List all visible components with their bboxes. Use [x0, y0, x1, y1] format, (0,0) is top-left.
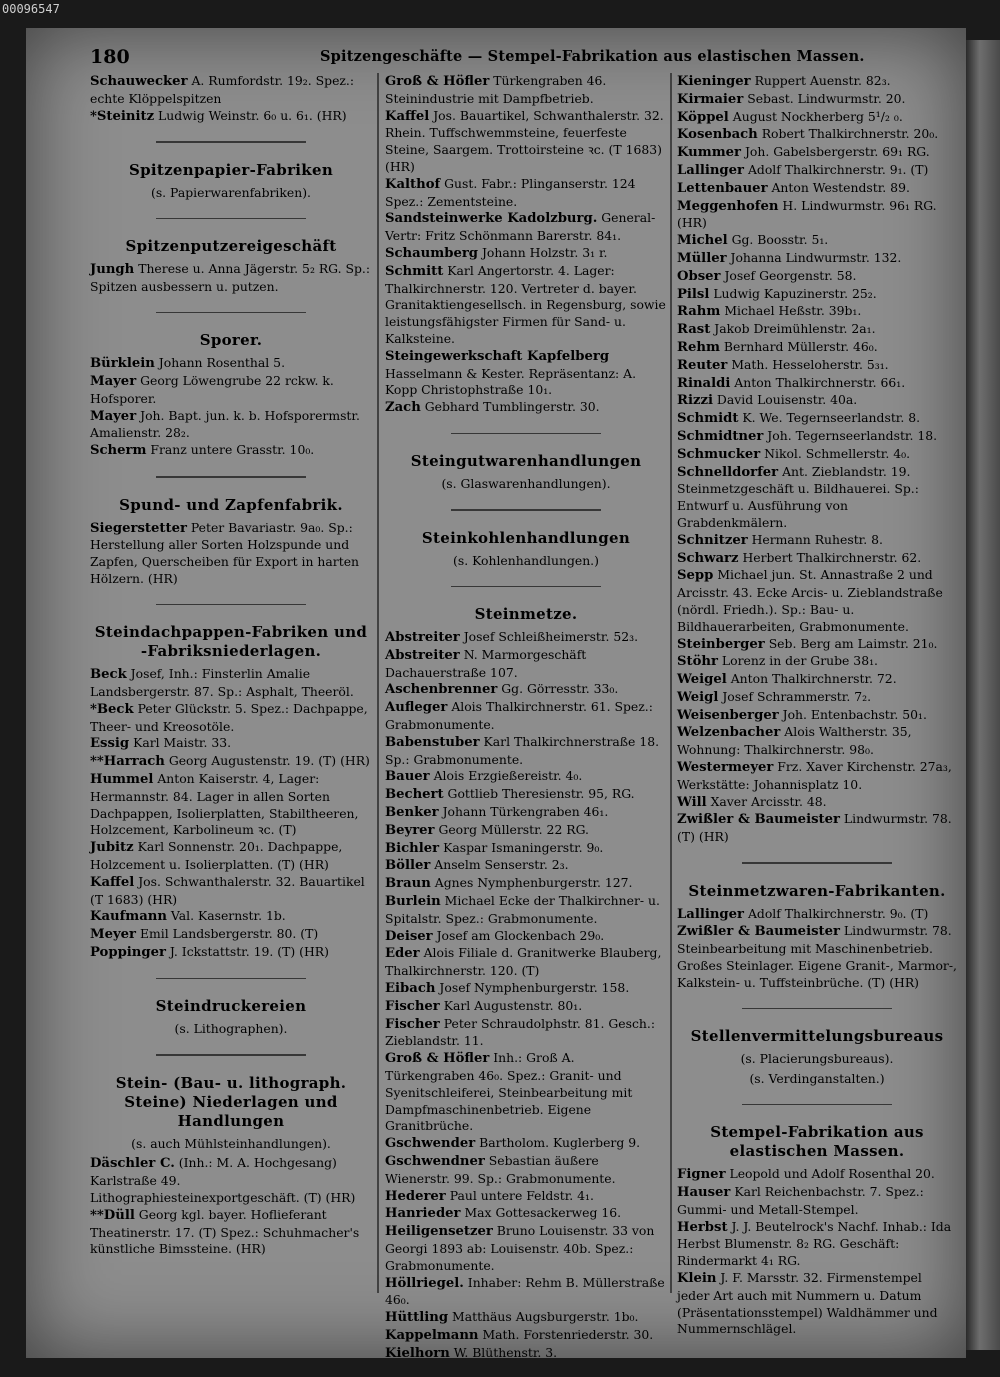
list-item: Hederer Paul untere Feldstr. 4₁.: [385, 1187, 594, 1204]
list-item: Kaffel Jos. Bauartikel, Schwanthalerstr. 32. Rhein. Tuffschwemmsteine, feuerfeste Steine, Saargem. Trottoirsteine ꝛc. (T 1683) (HR): [385, 107, 664, 174]
section-rule: [156, 476, 306, 478]
list-item: Babenstuber Karl Thalkirchnerstraße 18. Sp.: Grabmonumente.: [385, 733, 660, 767]
section-rule: [742, 1104, 892, 1106]
list-item: Schmitt Karl Angertorstr. 4. Lager: Thalkirchnerstr. 120. Vertreter d. bayer. Granitaktiengesellsch. in Regensburg, sowie leistungsfähigster Firmen für Sand- u. Kalksteine.: [385, 262, 666, 346]
list-item: Hüttling Matthäus Augsburgerstr. 1b₀.: [385, 1309, 639, 1326]
section-reference: (s. auch Mühlsteinhandlungen).: [131, 1135, 331, 1151]
list-item: Kosenbach Robert Thalkirchnerstr. 20₀.: [677, 126, 939, 143]
section-rule: [156, 1054, 306, 1056]
list-item: Poppinger J. Ickstattstr. 19. (T) (HR): [90, 944, 329, 960]
section-heading: Spund- und Zapfenfabrik.: [119, 495, 343, 514]
list-item: Stöhr Lorenz in der Grube 38₁.: [677, 653, 878, 670]
section-heading: Spitzenpapier-Fabriken: [128, 160, 334, 179]
section-heading: Steingutwarenhandlungen: [410, 452, 642, 471]
section-reference: (s. Papierwarenfabriken).: [150, 184, 311, 200]
column-divider-2: [670, 73, 672, 1293]
list-item: *Steinitz Ludwig Weinstr. 6₀ u. 6₁. (HR): [90, 107, 347, 124]
list-item: Westermeyer Frz. Xaver Kirchenstr. 27a₃, Werkstätte: Johannisplatz 10.: [677, 759, 952, 792]
list-item: Bauer Alois Erzgießereistr. 4₀.: [385, 768, 583, 785]
list-item: Weigel Anton Thalkirchnerstr. 72.: [677, 671, 897, 688]
list-item: Kummer Joh. Gabelsbergerstr. 69₁ RG.: [677, 144, 930, 161]
list-item: Lallinger Adolf Thalkirchnerstr. 9₀. (T): [677, 905, 929, 922]
list-item: Obser Josef Georgenstr. 58.: [677, 267, 857, 284]
list-item: Schmidt K. We. Tegernseerlandstr. 8.: [677, 410, 921, 427]
section-reference: (s. Kohlenhandlungen.): [453, 552, 599, 568]
list-item: Schnelldorfer Ant. Zieblandstr. 19. Steinmetzgeschäft u. Bildhauerei. Sp.: Entwurf u. Ausführung von Grabdenkmälern.: [677, 463, 919, 530]
section-reference: (s. Verdinganstalten.): [749, 1070, 885, 1086]
list-item: Kielhorn W. Blüthenstr. 3.: [385, 1344, 558, 1361]
list-item: Höllriegel. Inhaber: Rehm B. Müllerstraße 46₀.: [385, 1274, 665, 1308]
list-item: Schmidtner Joh. Tegernseerlandstr. 18.: [677, 427, 938, 444]
list-item: Fischer Peter Schraudolphstr. 81. Gesch.: Zieblandstr. 11.: [385, 1015, 656, 1049]
section-heading: Steinmetzwaren-Fabrikanten.: [688, 881, 946, 900]
list-item: Fischer Karl Augustenstr. 80₁.: [385, 997, 583, 1014]
section-reference: (s. Placierungsbureaus).: [740, 1051, 894, 1067]
list-item: Sandsteinwerke Kadolzburg. General-Vertr: Fritz Schönmann Barerstr. 84₁.: [385, 210, 656, 244]
section-heading: Steinkohlenhandlungen: [421, 528, 631, 547]
section-rule: [156, 141, 306, 143]
list-item: Köppel August Nockherberg 5¹/₂ ₀.: [677, 108, 903, 125]
list-item: Groß & Höfler Türkengraben 46. Steinindustrie mit Dampfbetrieb.: [385, 73, 607, 106]
list-item: **Harrach Georg Augustenstr. 19. (T) (HR): [90, 753, 370, 770]
list-item: Schmucker Nikol. Schmellerstr. 4₀.: [677, 445, 911, 462]
list-item: Lallinger Adolf Thalkirchnerstr. 9₁. (T): [677, 161, 929, 178]
list-item: Will Xaver Arcisstr. 48.: [677, 793, 827, 810]
section-rule: [451, 509, 601, 511]
list-item: Steingewerkschaft Kapfelberg Hasselmann & Kester. Repräsentanz: A. Kopp Christophstraße 10₁.: [385, 348, 637, 398]
list-item: Kirmaier Sebast. Lindwurmstr. 20.: [677, 90, 906, 107]
list-item: Hummel Anton Kaiserstr. 4, Lager: Hermannstr. 84. Lager in allen Sorten Dachpappen, Isolierplatten, Stabiltheeren, Holzcement, Karbolineum ꝛc. (T): [90, 771, 359, 838]
list-item: Gschwender Bartholom. Kuglerberg 9.: [385, 1135, 641, 1152]
list-item: Däschler C. (Inh.: M. A. Hochgesang) Karlstraße 49. Lithographiesteinexportgeschäft. (T) (HR): [90, 1155, 356, 1205]
list-item: Jubitz Karl Sonnenstr. 20₁. Dachpappe, Holzcement u. Isolierplatten. (T) (HR): [90, 839, 343, 873]
section-rule: [156, 978, 306, 980]
list-item: Gschwendner Sebastian äußere Wienerstr. 99. Sp.: Grabmonumente.: [385, 1152, 616, 1186]
column-2: [385, 73, 667, 1363]
section-heading: Stellenvermittelungsbureaus: [690, 1027, 944, 1046]
list-item: Lettenbauer Anton Westendstr. 89.: [677, 179, 910, 196]
list-item: Bichler Kaspar Ismaningerstr. 9₀.: [385, 839, 604, 856]
section-heading: Stein- (Bau- u. lithograph. Steine) Niederlagen und Handlungen: [115, 1073, 347, 1130]
list-item: Pilsl Ludwig Kapuzinerstr. 25₂.: [677, 285, 877, 302]
list-item: Welzenbacher Alois Waltherstr. 35, Wohnung: Thalkirchnerstr. 98₀.: [677, 724, 912, 758]
list-item: Jungh Therese u. Anna Jägerstr. 5₂ RG. Sp.: Spitzen ausbessern u. putzen.: [90, 261, 371, 294]
section-reference: (s. Glaswarenhandlungen).: [441, 476, 611, 492]
list-item: Burlein Michael Ecke der Thalkirchner- u. Spitalstr. Spez.: Grabmonumente.: [385, 892, 660, 926]
list-item: Herbst J. J. Beutelrock's Nachf. Inhab.: Ida Herbst Blumenstr. 8₂ RG. Geschäft: Rindermarkt 4₁ RG.: [677, 1218, 952, 1269]
list-item: Hanrieder Max Gottesackerweg 16.: [385, 1205, 622, 1222]
section-rule: [156, 218, 306, 220]
list-item: Groß & Höfler Inh.: Groß A. Türkengraben 46₀. Spez.: Granit- und Syenitschleiferei, Steinbearbeitung mit Dampfmaschinenbetrieb. Eigene Granitbrüche.: [385, 1050, 633, 1134]
list-item: Beck Josef, Inh.: Finsterlin Amalie Landsbergerstr. 87. Sp.: Asphalt, Theeröl.: [90, 666, 354, 700]
running-head: Spitzengeschäfte — Stempel-Fabrikation aus elastischen Massen.: [320, 48, 865, 65]
list-item: *Beck Peter Glückstr. 5. Spez.: Dachpappe, Theer- und Kreosotöle.: [90, 700, 368, 734]
page-header: [60, 46, 940, 70]
section-heading: Sporer.: [199, 331, 263, 350]
book-edge: [966, 40, 1000, 1350]
list-item: Schnitzer Hermann Ruhestr. 8.: [677, 531, 883, 548]
list-item: Mayer Georg Löwengrube 22 rckw. k. Hofsporer.: [90, 373, 334, 406]
list-item: Schaumberg Johann Holzstr. 3₁ r.: [385, 244, 608, 261]
list-item: Abstreiter Josef Schleißheimerstr. 52₃.: [385, 629, 639, 646]
column-3: [677, 73, 957, 1338]
section-rule: [742, 862, 892, 864]
list-item: Sepp Michael jun. St. Annastraße 2 und Arcisstr. 43. Ecke Arcis- u. Zieblandstraße (nördl. Friedh.). Sp.: Bau- u. Bildhauerarbeiten, Grabmonumente.: [677, 567, 943, 634]
list-item: **Düll Georg kgl. bayer. Hoflieferant Theatinerstr. 17. (T) Spez.: Schuhmacher's künstliche Bimssteine. (HR): [90, 1206, 360, 1257]
list-item: Steinberger Seb. Berg am Laimstr. 21₀.: [677, 635, 938, 652]
list-item: Rinaldi Anton Thalkirchnerstr. 66₁.: [677, 374, 906, 391]
section-heading: Steinmetze.: [474, 605, 578, 624]
section-rule: [156, 312, 306, 314]
section-heading: Spitzenputzereigeschäft: [125, 237, 337, 256]
list-item: Aufleger Alois Thalkirchnerstr. 61. Spez.: Grabmonumente.: [385, 699, 653, 733]
page-number: 180: [90, 46, 130, 68]
list-item: Michel Gg. Boosstr. 5₁.: [677, 232, 829, 249]
list-item: Klein J. F. Marsstr. 32. Firmenstempel jeder Art auch mit Nummern u. Datum (Präsentationsstempel) Waldhämmer und Nummernschlägel.: [677, 1269, 938, 1337]
section-heading: Steindruckereien: [155, 997, 307, 1016]
list-item: Zwißler & Baumeister Lindwurmstr. 78. (T) (HR): [677, 811, 952, 845]
section-heading: Steindachpappen-Fabriken und -Fabriksniederlagen.: [94, 623, 368, 661]
list-item: Rehm Bernhard Müllerstr. 46₀.: [677, 338, 878, 355]
list-item: Eibach Josef Nymphenburgerstr. 158.: [385, 979, 630, 996]
list-item: Rahm Michael Heßstr. 39b₁.: [677, 303, 862, 320]
list-item: Heiligensetzer Bruno Louisenstr. 33 von Georgi 1893 ab: Louisenstr. 40b. Spez.: Grabmonumente.: [385, 1223, 655, 1273]
list-item: Zach Gebhard Tumblingerstr. 30.: [385, 399, 600, 416]
column-divider-1: [377, 73, 379, 1293]
list-item: Zwißler & Baumeister Lindwurmstr. 78. Steinbearbeitung mit Maschinenbetrieb. Großes Steinlager. Eigene Granit-, Marmor-, Kalkstein- u. Tuffsteinbrüche. (T) (HR): [677, 923, 957, 990]
section-reference: (s. Lithographen).: [174, 1021, 288, 1037]
section-rule: [451, 586, 601, 588]
column-1: [90, 73, 372, 1258]
list-item: Beyrer Georg Müllerstr. 22 RG.: [385, 821, 589, 838]
section-rule: [451, 433, 601, 435]
list-item: Rizzi David Louisenstr. 40a.: [677, 392, 858, 409]
list-item: Kaufmann Val. Kasernstr. 1b.: [90, 908, 286, 925]
list-item: Müller Johanna Lindwurmstr. 132.: [677, 249, 902, 266]
list-item: Reuter Math. Hesseloherstr. 5₃₁.: [677, 356, 889, 373]
section-heading: Stempel-Fabrikation aus elastischen Massen.: [710, 1123, 924, 1161]
list-item: Weisenberger Joh. Entenbachstr. 50₁.: [677, 706, 927, 723]
list-item: Böller Anselm Senserstr. 2₃.: [385, 857, 569, 874]
list-item: Rast Jakob Dreimühlenstr. 2a₁.: [677, 321, 876, 338]
list-item: Meyer Emil Landsbergerstr. 80. (T): [90, 926, 319, 943]
list-item: Bechert Gottlieb Theresienstr. 95, RG.: [385, 786, 635, 803]
list-item: Eder Alois Filiale d. Granitwerke Blauberg, Thalkirchnerstr. 120. (T): [385, 945, 662, 979]
list-item: Essig Karl Maistr. 33.: [90, 735, 232, 752]
list-item: Kalthof Gust. Fabr.: Plinganserstr. 124 Spez.: Zementsteine.: [385, 175, 636, 209]
list-item: Kieninger Ruppert Auenstr. 82₃.: [677, 73, 891, 89]
list-item: Schwarz Herbert Thalkirchnerstr. 62.: [677, 549, 922, 566]
list-item: Schauwecker A. Rumfordstr. 19₂. Spez.: echte Klöppelspitzen: [90, 73, 355, 106]
list-item: Aschenbrenner Gg. Görresstr. 33₀.: [385, 681, 619, 698]
list-item: Hauser Karl Reichenbachstr. 7. Spez.: Gummi- und Metall-Stempel.: [677, 1183, 924, 1217]
list-item: Mayer Joh. Bapt. jun. k. b. Hofsporermstr. Amalienstr. 28₂.: [90, 407, 360, 441]
list-item: Kaffel Jos. Schwanthalerstr. 32. Bauartikel (T 1683) (HR): [90, 873, 365, 907]
list-item: Benker Johann Türkengraben 46₁.: [385, 804, 609, 820]
list-item: Kappelmann Math. Forstenriederstr. 30.: [385, 1326, 654, 1343]
list-item: Weigl Josef Schrammerstr. 7₂.: [677, 688, 872, 705]
list-item: Meggenhofen H. Lindwurmstr. 96₁ RG. (HR): [677, 197, 937, 231]
scan-id: 00096547: [2, 2, 60, 16]
list-item: Siegerstetter Peter Bavariastr. 9a₀. Sp.: Herstellung aller Sorten Holzspunde und Zapfen, Querscheiben für Export in harten Hölzern. (HR): [90, 519, 360, 586]
list-item: Scherm Franz untere Grasstr. 10₀.: [90, 442, 315, 459]
list-item: Figner Leopold und Adolf Rosenthal 20.: [677, 1166, 935, 1183]
list-item: Deiser Josef am Glockenbach 29₀.: [385, 927, 605, 944]
list-item: Bürklein Johann Rosenthal 5.: [90, 355, 286, 372]
list-item: Braun Agnes Nymphenburgerstr. 127.: [385, 875, 633, 892]
list-item: Abstreiter N. Marmorgeschäft Dachauerstraße 107.: [385, 646, 587, 680]
section-rule: [156, 604, 306, 606]
section-rule: [742, 1008, 892, 1010]
